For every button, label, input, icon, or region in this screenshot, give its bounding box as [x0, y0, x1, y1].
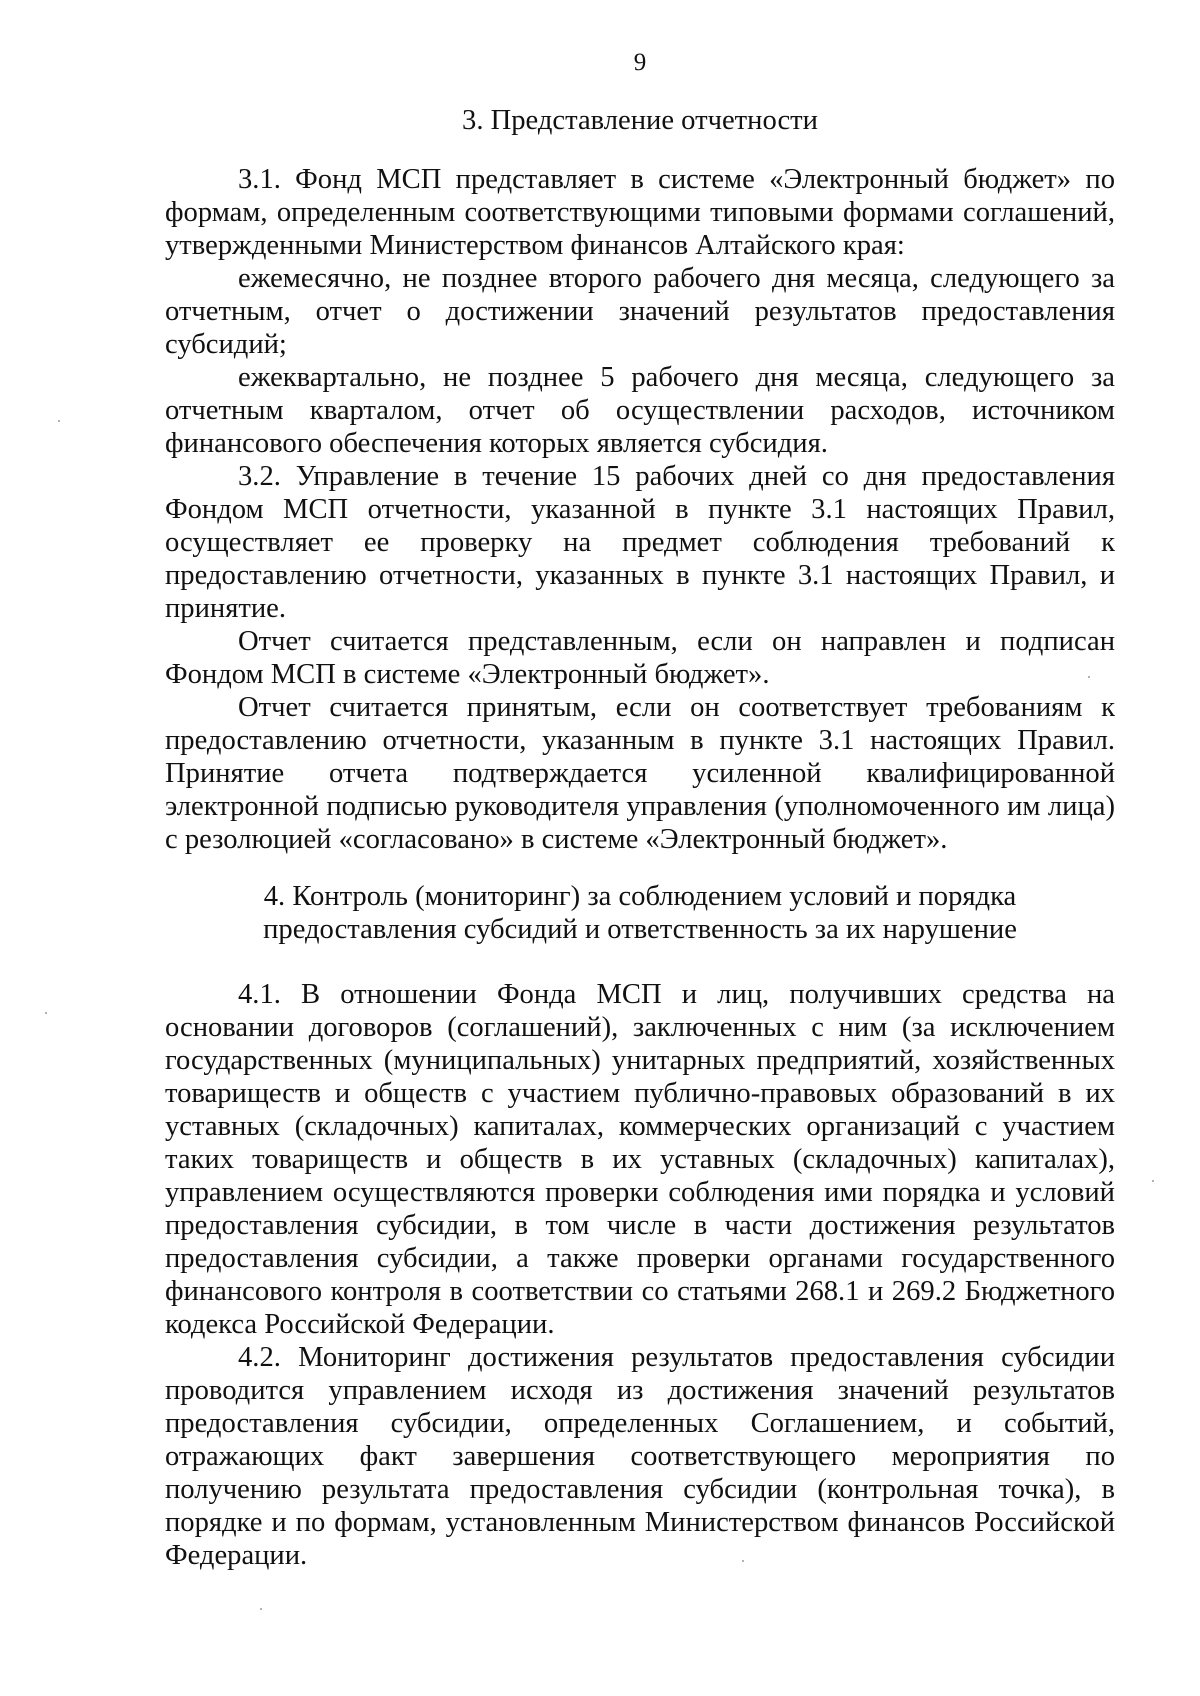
- section-3-heading: 3. Представление отчетности: [462, 105, 818, 136]
- document-body: [165, 104, 1115, 1572]
- section-4-heading-line-2: предоставления субсидий и ответственность за их нарушение: [263, 914, 1017, 945]
- section-4-heading: [165, 880, 1115, 946]
- scan-speck: [1088, 676, 1090, 678]
- scan-speck: [58, 420, 60, 422]
- section-4-heading-line-1: 4. Контроль (мониторинг) за соблюдением условий и порядка: [263, 881, 1017, 912]
- paragraph-quarterly-report: ежеквартально, не позднее 5 рабочего дня месяца, следующего за отчетным кварталом, отчет об осуществлении расходов, источником финансового обеспечения которых является субсидия.: [165, 362, 1115, 459]
- paragraph-3-1: 3.1. Фонд МСП представляет в системе «Электронный бюджет» по формам, определенным соответствующими типовыми формами соглашений, утвержденными Министерством финансов Алтайского края:: [165, 164, 1115, 261]
- paragraph-4-2: 4.2. Мониторинг достижения результатов предоставления субсидии проводится управлением исходя из достижения значений результатов предоставления субсидии, определенных Соглашением, и событий, отражающих факт завершения соответствующего мероприятия по получению результата предоставления субсидии (контрольная точка), в порядке и по формам, установленным Министерством финансов Российской Федерации.: [165, 1342, 1115, 1571]
- page-number: 9: [633, 49, 647, 76]
- scan-speck: [45, 1012, 47, 1014]
- paragraph-monthly-report: ежемесячно, не позднее второго рабочего дня месяца, следующего за отчетным, отчет о достижении значений результатов предоставления субсидий;: [165, 263, 1115, 360]
- paragraph-4-1: 4.1. В отношении Фонда МСП и лиц, получивших средства на основании договоров (соглашений), заключенных с ним (за исключением государственных (муниципальных) унитарных предприятий, хозяйственных товариществ и обществ с участием публично-правовых образований в их уставных (складочных) капиталах, коммерческих организаций с участием таких товариществ и обществ в их уставных (складочных) капиталах), управлением осуществляются проверки соблюдения ими порядка и условий предоставления субсидии, в том числе в части достижения результатов предоставления субсидии, а также проверки органами государственного финансового контроля в соответствии со статьями 268.1 и 269.2 Бюджетного кодекса Российской Федерации.: [165, 979, 1115, 1340]
- scan-speck: [260, 1608, 262, 1610]
- paragraph-3-2: 3.2. Управление в течение 15 рабочих дней со дня предоставления Фондом МСП отчетности, указанной в пункте 3.1 настоящих Правил, осуществляет ее проверку на предмет соблюдения требований к предоставлению отчетности, указанных в пункте 3.1 настоящих Правил, и принятие.: [165, 461, 1115, 624]
- scan-speck: [742, 1560, 744, 1562]
- paragraph-report-accepted: Отчет считается принятым, если он соответствует требованиям к предоставлению отчетности, указанным в пункте 3.1 настоящих Правил. Принятие отчета подтверждается усиленной квалифицированной электронной подписью руководителя управления (уполномоченного им лица) с резолюцией «согласовано» в системе «Электронный бюджет».: [165, 692, 1115, 855]
- scan-speck: [1152, 1180, 1154, 1182]
- paragraph-report-submitted: Отчет считается представленным, если он направлен и подписан Фондом МСП в системе «Электронный бюджет».: [165, 626, 1115, 690]
